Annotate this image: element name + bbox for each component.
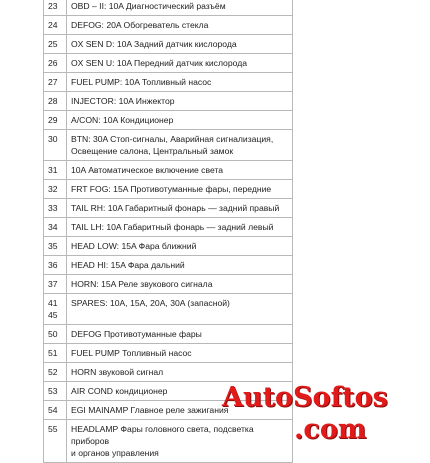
fuse-description-cell — [67, 92, 293, 111]
fuse-description-cell — [67, 35, 293, 54]
fuse-description-cell — [67, 344, 293, 363]
table-row — [44, 401, 293, 420]
fuse-description: FUEL PUMP: 10A Топливный насос — [71, 77, 212, 87]
fuse-number: 45 — [48, 310, 58, 320]
fuse-number-cell — [44, 35, 67, 54]
fuse-number-cell — [44, 218, 67, 237]
fuse-number-cell — [44, 161, 67, 180]
fuse-number-cell — [44, 256, 67, 275]
table-row — [44, 16, 293, 35]
fuse-description-cell — [67, 325, 293, 344]
table-row — [44, 218, 293, 237]
table-row — [44, 363, 293, 382]
table-row — [44, 382, 293, 401]
fuse-description: 10A Автоматическое включение света — [71, 165, 224, 175]
table-row — [44, 130, 293, 161]
fuse-number-cell — [44, 180, 67, 199]
fuse-description: HEADLAMP Фары головного света, подсветка приборов — [71, 424, 254, 446]
fuse-number-cell — [44, 92, 67, 111]
fuse-number: 37 — [48, 279, 58, 289]
fuse-number-cell — [44, 401, 67, 420]
fuse-description-cell — [67, 180, 293, 199]
table-row — [44, 237, 293, 256]
fuse-number: 52 — [48, 367, 58, 377]
fuse-description: OX SEN U: 10A Передний датчик кислорода — [71, 58, 247, 68]
fuse-description: BTN: 30A Стоп-сигналы, Аварийная сигнализация, — [71, 134, 274, 144]
table-row — [44, 35, 293, 54]
fuse-description: DEFOG: 20A Обогреватель стекла — [71, 20, 209, 30]
table-row — [44, 0, 293, 16]
fuse-description-cell — [67, 16, 293, 35]
fuse-description: HORN: 15A Реле звукового сигнала — [71, 279, 213, 289]
fuse-number: 51 — [48, 348, 58, 358]
table-row — [44, 275, 293, 294]
watermark-text: AutoSoftos — [222, 382, 388, 413]
fuse-description-cell — [67, 294, 293, 325]
fuse-description: INJECTOR: 10A Инжектор — [71, 96, 175, 106]
fuse-description-cell — [67, 161, 293, 180]
fuse-number: 54 — [48, 405, 58, 415]
fuse-description: FRT FOG: 15A Противотуманные фары, передние — [71, 184, 272, 194]
table-row — [44, 344, 293, 363]
table-row — [44, 54, 293, 73]
fuse-number: 31 — [48, 165, 58, 175]
fuse-number: 30 — [48, 134, 58, 144]
fuse-number: 25 — [48, 39, 58, 49]
fuse-description-cell — [67, 199, 293, 218]
fuse-description-cell — [67, 54, 293, 73]
fuse-number-cell — [44, 237, 67, 256]
fuse-description: Освещение салона, Центральный замок — [71, 146, 234, 156]
fuse-number: 26 — [48, 58, 58, 68]
fuse-description: TAIL RH: 10A Габаритный фонарь — задний правый — [71, 203, 280, 213]
table-row — [44, 256, 293, 275]
fuse-number-cell — [44, 420, 67, 463]
fuse-number: 34 — [48, 222, 58, 232]
fuse-description-cell — [67, 275, 293, 294]
table-row — [44, 180, 293, 199]
fuse-number: 53 — [48, 386, 58, 396]
fuse-number: 36 — [48, 260, 58, 270]
table-row — [44, 420, 293, 463]
fuse-number-cell — [44, 363, 67, 382]
fuse-number-cell — [44, 130, 67, 161]
fuse-number: 35 — [48, 241, 58, 251]
watermark-domain: .com — [294, 414, 367, 445]
fuse-description-cell — [67, 363, 293, 382]
fuse-number-cell — [44, 294, 67, 325]
fuse-description-cell — [67, 382, 293, 401]
fuse-number: 27 — [48, 77, 58, 87]
fuse-number: 32 — [48, 184, 58, 194]
fuse-description: FUEL PUMP Топливный насос — [71, 348, 192, 358]
fuse-description: EGI MAINAMP Главное реле зажигания — [71, 405, 229, 415]
fuse-number: 28 — [48, 96, 58, 106]
fuse-description-cell — [67, 218, 293, 237]
fuse-table — [43, 0, 293, 463]
fuse-description: HEAD HI: 15A Фара дальний — [71, 260, 185, 270]
fuse-description: и органов управления — [71, 448, 159, 458]
fuse-description-cell — [67, 420, 293, 463]
fuse-number-cell — [44, 325, 67, 344]
fuse-number-cell — [44, 382, 67, 401]
table-row — [44, 73, 293, 92]
fuse-description: AIR COND кондиционер — [71, 386, 168, 396]
fuse-number-cell — [44, 199, 67, 218]
table-row — [44, 199, 293, 218]
fuse-table-body — [44, 0, 293, 463]
table-row — [44, 92, 293, 111]
fuse-number-cell — [44, 111, 67, 130]
fuse-description-cell — [67, 237, 293, 256]
fuse-number-cell — [44, 275, 67, 294]
fuse-description: OX SEN D: 10A Задний датчик кислорода — [71, 39, 237, 49]
fuse-number-cell — [44, 54, 67, 73]
fuse-number-cell — [44, 73, 67, 92]
fuse-number-cell — [44, 16, 67, 35]
fuse-description-cell — [67, 130, 293, 161]
fuse-number: 55 — [48, 424, 58, 434]
fuse-number: 29 — [48, 115, 58, 125]
fuse-description: SPARES: 10A, 15A, 20A, 30A (запасной) — [71, 298, 230, 308]
fuse-description-cell — [67, 73, 293, 92]
fuse-description-cell — [67, 111, 293, 130]
fuse-number: 33 — [48, 203, 58, 213]
fuse-number-cell — [44, 0, 67, 16]
fuse-description-cell — [67, 0, 293, 16]
table-row — [44, 325, 293, 344]
fuse-description-cell — [67, 256, 293, 275]
fuse-number: 41 — [48, 298, 58, 308]
fuse-number: 24 — [48, 20, 58, 30]
fuse-description-cell — [67, 401, 293, 420]
table-row — [44, 111, 293, 130]
fuse-number: 50 — [48, 329, 58, 339]
fuse-description: TAIL LH: 10A Габаритный фонарь — задний левый — [71, 222, 274, 232]
fuse-description: HEAD LOW: 15A Фара ближний — [71, 241, 197, 251]
fuse-description: A/CON: 10A Кондиционер — [71, 115, 174, 125]
table-row — [44, 294, 293, 325]
fuse-number-cell — [44, 344, 67, 363]
table-row — [44, 161, 293, 180]
fuse-description: DEFOG Противотуманные фары — [71, 329, 202, 339]
fuse-description: OBD – II: 10A Диагностический разъём — [71, 1, 226, 11]
fuse-description: HORN звуковой сигнал — [71, 367, 164, 377]
fuse-number: 23 — [48, 1, 58, 11]
